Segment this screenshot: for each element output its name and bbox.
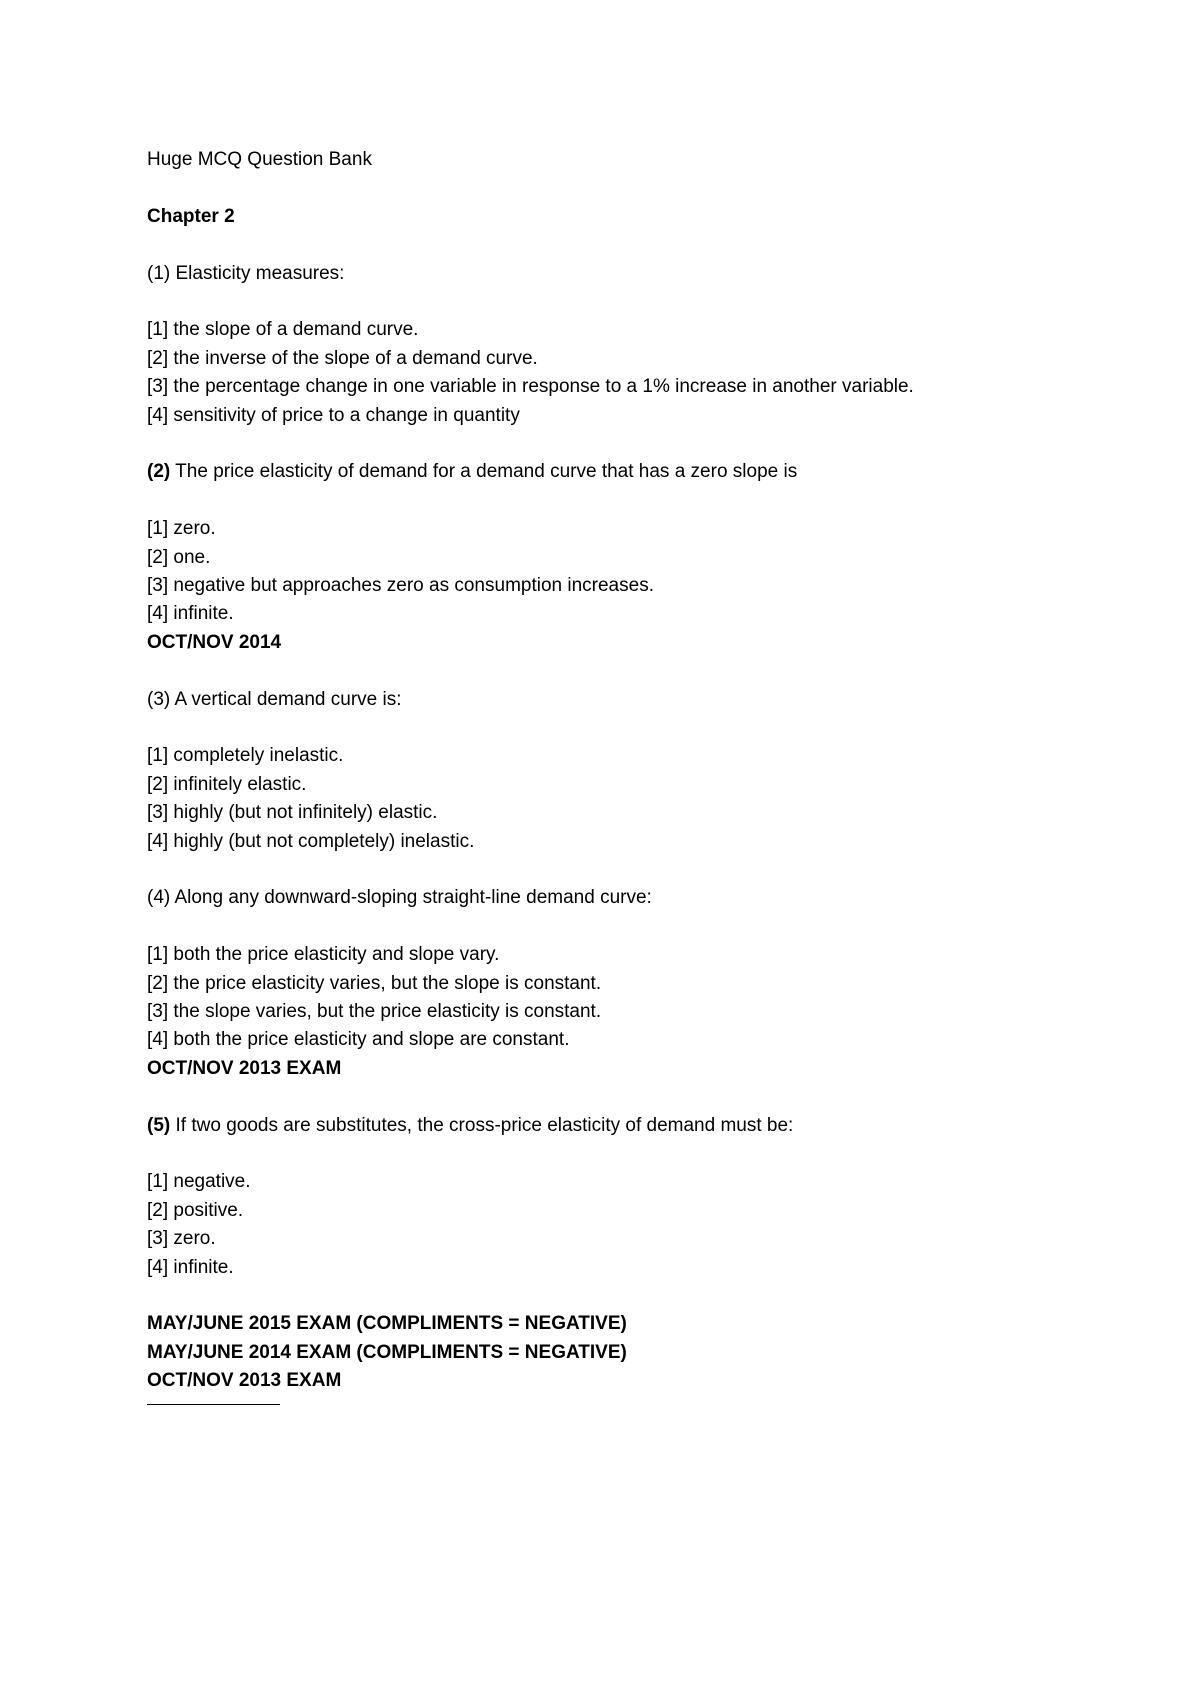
question-1 xyxy=(147,260,1127,430)
exam-reference: OCT/NOV 2013 EXAM xyxy=(147,1370,342,1392)
answer-option: [1] completely inelastic. xyxy=(147,745,344,767)
exam-reference: OCT/NOV 2014 xyxy=(147,631,282,653)
question-stem xyxy=(147,458,1127,486)
answer-option: [2] the price elasticity varies, but the slope is constant. xyxy=(147,972,602,994)
answer-option: [4] both the price elasticity and slope are constant. xyxy=(147,1029,570,1051)
answer-option: [1] the slope of a demand curve. xyxy=(147,319,419,341)
answer-option: [4] sensitivity of price to a change in quantity xyxy=(147,404,520,426)
answer-option: [1] negative. xyxy=(147,1171,251,1193)
answer-option: [3] zero. xyxy=(147,1228,216,1250)
question-5 xyxy=(147,1112,1127,1396)
answer-option: [4] infinite. xyxy=(147,603,234,625)
exam-reference: MAY/JUNE 2015 EXAM (COMPLIMENTS = NEGATIVE) xyxy=(147,1313,627,1335)
answer-option: [3] the slope varies, but the price elasticity is constant. xyxy=(147,1001,602,1023)
exam-reference: OCT/NOV 2013 EXAM xyxy=(147,1057,342,1079)
question-stem: (4) Along any downward-sloping straight-line demand curve: xyxy=(147,887,652,909)
answer-option: [2] the inverse of the slope of a demand curve. xyxy=(147,347,538,369)
answer-option: [2] infinitely elastic. xyxy=(147,773,307,795)
document-page xyxy=(147,146,1127,1405)
question-4 xyxy=(147,884,1127,1083)
answer-option: [2] positive. xyxy=(147,1199,244,1221)
answer-option: [3] negative but approaches zero as consumption increases. xyxy=(147,575,654,597)
question-3 xyxy=(147,686,1127,856)
section-divider xyxy=(147,1404,280,1405)
answer-option: [4] infinite. xyxy=(147,1256,234,1278)
chapter-heading: Chapter 2 xyxy=(147,205,235,227)
exam-reference: MAY/JUNE 2014 EXAM (COMPLIMENTS = NEGATIVE) xyxy=(147,1341,627,1363)
question-number: (5) xyxy=(147,1114,171,1136)
answer-option: [1] both the price elasticity and slope vary. xyxy=(147,944,500,966)
question-number: (2) xyxy=(147,461,171,483)
question-2 xyxy=(147,458,1127,657)
answer-option: [2] one. xyxy=(147,546,211,568)
document-title: Huge MCQ Question Bank xyxy=(147,149,372,170)
question-stem: (1) Elasticity measures: xyxy=(147,262,345,284)
answer-option: [4] highly (but not completely) inelastic. xyxy=(147,830,475,852)
answer-option: [1] zero. xyxy=(147,518,216,540)
question-text: If two goods are substitutes, the cross-price elasticity of demand must be: xyxy=(175,1114,794,1136)
answer-option: [3] the percentage change in one variable in response to a 1% increase in another variable. xyxy=(147,376,914,398)
question-stem: (3) A vertical demand curve is: xyxy=(147,688,402,710)
question-stem xyxy=(147,1112,1127,1140)
answer-option: [3] highly (but not infinitely) elastic. xyxy=(147,802,438,824)
question-text: The price elasticity of demand for a demand curve that has a zero slope is xyxy=(175,461,798,483)
